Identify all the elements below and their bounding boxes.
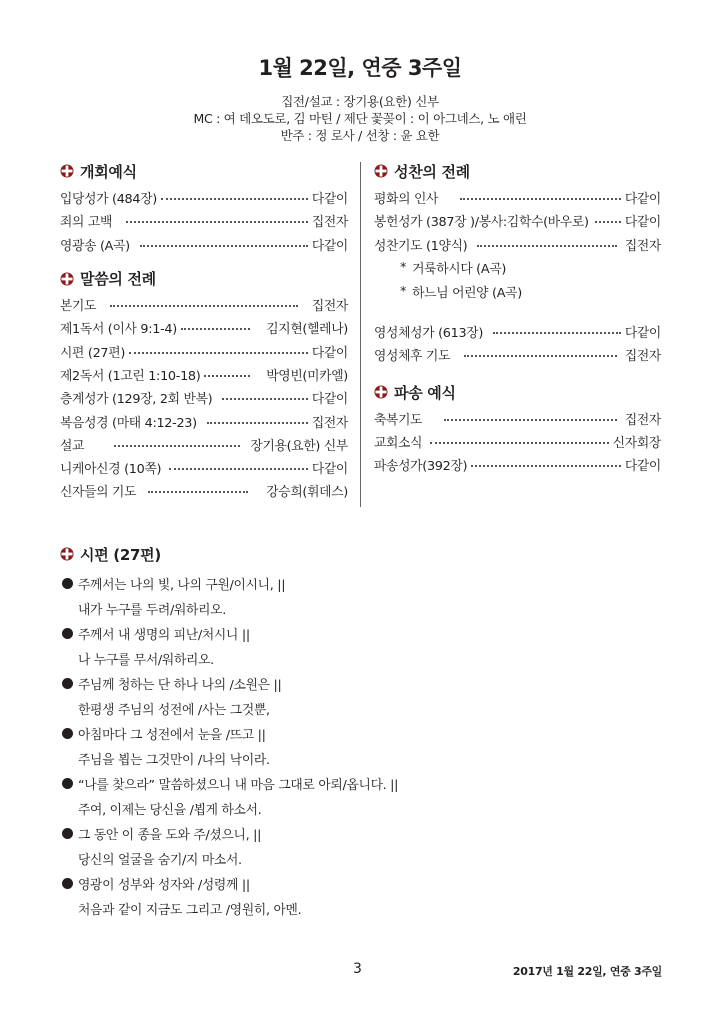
- verse-line: [60, 721, 660, 746]
- order-label: 축복기도: [374, 412, 423, 428]
- sub-item-text: 거룩하시다 (A곡): [412, 262, 507, 278]
- black-circle-bullet-icon: [62, 728, 73, 739]
- order-who: 장기용(요한) 신부: [250, 438, 348, 454]
- order-who: 강승희(휘데스): [266, 485, 348, 501]
- order-row: [60, 293, 348, 316]
- column-divider: [360, 162, 361, 507]
- verse-line: [60, 671, 660, 696]
- section-eucharist: [374, 160, 661, 182]
- order-who: 다같이: [624, 459, 661, 475]
- red-cross-circle-icon: [60, 164, 74, 178]
- order-who: 다같이: [624, 192, 661, 208]
- red-cross-circle-icon: [374, 164, 388, 178]
- order-label: 봉헌성가 (387장 )/봉사:김학수(바우로): [374, 215, 589, 231]
- leader-dots: [161, 198, 308, 200]
- leader-dots: [129, 352, 308, 354]
- leader-dots: [477, 245, 616, 247]
- leader-dots: [444, 419, 617, 421]
- order-label: 교회소식: [374, 435, 423, 451]
- leader-dots: [140, 245, 308, 247]
- verse-text: “나를 찾으라” 말씀하셨으니 내 마음 그대로 아뢰/옵니다. ||: [78, 778, 399, 793]
- order-row: [374, 233, 661, 256]
- black-circle-bullet-icon: [62, 828, 73, 839]
- verse-response: 나 누구를 무서/워하리오.: [78, 653, 214, 668]
- sub-item: [374, 280, 661, 304]
- footer-date: 2017년 1월 22일, 연중 3주일: [512, 965, 662, 978]
- order-who: 다같이: [311, 462, 348, 478]
- order-label: 설교: [60, 438, 85, 454]
- order-label: 니케아신경 (10쪽): [60, 462, 162, 478]
- order-row: [60, 363, 348, 386]
- verse-response: 주여, 이제는 당신을 /뵙게 하소서.: [78, 803, 262, 818]
- section-opening: [60, 160, 348, 182]
- order-who: 집전자: [311, 215, 348, 231]
- leader-dots: [181, 328, 250, 330]
- verse-line: [60, 571, 660, 596]
- section-title: 시편 (27편): [80, 545, 161, 564]
- order-row: [374, 186, 661, 209]
- red-cross-circle-icon: [60, 547, 74, 561]
- leader-dots: [110, 305, 298, 307]
- black-circle-bullet-icon: [62, 778, 73, 789]
- verse-line: [60, 596, 660, 621]
- order-row: [60, 339, 348, 362]
- leader-dots: [114, 445, 240, 447]
- order-label: 영성체후 기도: [374, 349, 451, 365]
- order-label: 파송성가(392장): [374, 459, 468, 475]
- verse-line: [60, 621, 660, 646]
- red-cross-circle-icon: [60, 272, 74, 286]
- credit-line-celebrant: 집전/설교 : 장기용(요한) 신부: [281, 94, 439, 109]
- right-column: [374, 160, 661, 476]
- order-row: [374, 209, 661, 232]
- order-row: [60, 409, 348, 432]
- verse-response: 주님을 뵙는 그것만이 /나의 낙이라.: [78, 753, 270, 768]
- order-label: 죄의 고백: [60, 215, 113, 231]
- order-label: 본기도: [60, 299, 97, 315]
- order-row: [60, 316, 348, 339]
- order-label: 영광송 (A곡): [60, 238, 130, 254]
- verse-line: [60, 696, 660, 721]
- order-label: 제2독서 (1고린 1:10-18): [60, 368, 201, 384]
- order-row: [60, 209, 348, 232]
- left-column: [60, 160, 348, 503]
- order-row: [60, 433, 348, 456]
- verse-text: 주께서는 나의 빛, 나의 구원/이시니, ||: [78, 578, 286, 593]
- leader-dots: [169, 468, 308, 470]
- order-row: [374, 343, 661, 366]
- order-who: 다같이: [311, 392, 348, 408]
- leader-dots: [471, 465, 621, 467]
- order-label: 복음성경 (마태 4:12-23): [60, 415, 197, 431]
- credit-line-ministers: MC : 여 데오도로, 김 마틴 / 제단 꽃꽂이 : 이 아그네스, 노 애린: [193, 111, 527, 126]
- order-who: 다같이: [624, 326, 661, 342]
- credit-line-music: 반주 : 정 로사 / 선창 : 윤 요한: [280, 128, 440, 143]
- order-row: [60, 456, 348, 479]
- order-row: [374, 406, 661, 429]
- verse-text: 영광이 성부와 성자와 /성령께 ||: [78, 878, 250, 893]
- service-credits: [0, 93, 720, 144]
- leader-dots: [204, 375, 250, 377]
- section-title: 개회예식: [80, 162, 137, 181]
- leader-dots: [464, 355, 617, 357]
- verse-response: 처음과 같이 지금도 그리고 /영원히, 아멘.: [78, 903, 302, 918]
- section-title: 말씀의 전례: [80, 270, 156, 289]
- verse-response: 당신의 얼굴을 숨기/지 마소서.: [78, 853, 242, 868]
- order-who: 김지현(헬레나): [266, 322, 348, 338]
- sub-item: [374, 256, 661, 280]
- order-who: 다같이: [624, 215, 661, 231]
- black-circle-bullet-icon: [62, 878, 73, 889]
- verse-text: 주께서 내 생명의 피난/처시니 ||: [78, 628, 250, 643]
- leader-dots: [493, 332, 621, 334]
- order-who: 다같이: [311, 192, 348, 208]
- verse-line: [60, 871, 660, 896]
- order-who: 집전자: [624, 238, 661, 254]
- verse-line: [60, 796, 660, 821]
- red-cross-circle-icon: [374, 385, 388, 399]
- section-psalm: [60, 543, 660, 565]
- order-label: 입당성가 (484장): [60, 192, 157, 208]
- order-label: 영성체성가 (613장): [374, 326, 484, 342]
- black-circle-bullet-icon: [62, 578, 73, 589]
- verse-line: [60, 846, 660, 871]
- order-who: 다같이: [311, 345, 348, 361]
- order-who: 집전자: [624, 349, 661, 365]
- order-label: 시편 (27편): [60, 345, 126, 361]
- verse-text: 아침마다 그 성전에서 눈을 /뜨고 ||: [78, 728, 266, 743]
- leader-dots: [430, 442, 609, 444]
- section-title: 성찬의 전례: [394, 162, 470, 181]
- order-row: [60, 233, 348, 256]
- order-label: 성찬기도 (1양식): [374, 238, 468, 254]
- order-label: 제1독서 (이사 9:1-4): [60, 322, 177, 338]
- order-label: 평화의 인사: [374, 192, 439, 208]
- leader-dots: [222, 398, 307, 400]
- order-row: [60, 386, 348, 409]
- leader-dots: [207, 422, 308, 424]
- section-dismissal: [374, 381, 661, 403]
- order-who: 박영빈(미카엘): [266, 368, 348, 384]
- leader-dots: [595, 221, 621, 223]
- psalm-section: [60, 543, 660, 921]
- black-circle-bullet-icon: [62, 628, 73, 639]
- section-title: 파송 예식: [394, 383, 456, 402]
- section-word: [60, 268, 348, 290]
- verse-line: [60, 746, 660, 771]
- sub-item-text: 하느님 어린양 (A곡): [412, 286, 522, 302]
- order-label: 신자들의 기도: [60, 485, 137, 501]
- order-who: 신자회장: [612, 435, 661, 451]
- verse-line: [60, 771, 660, 796]
- black-circle-bullet-icon: [62, 678, 73, 689]
- verse-response: 내가 누구를 두려/워하리오.: [78, 603, 226, 618]
- verse-text: 그 동안 이 종을 도와 주/셨으니, ||: [78, 828, 262, 843]
- leader-dots: [148, 491, 248, 493]
- order-who: 다같이: [311, 238, 348, 254]
- order-row: [374, 453, 661, 476]
- order-row: [374, 320, 661, 343]
- asterisk-mark: *: [400, 284, 407, 300]
- verse-line: [60, 821, 660, 846]
- order-row: [60, 479, 348, 502]
- leader-dots: [126, 221, 308, 223]
- order-row: [60, 186, 348, 209]
- asterisk-mark: *: [400, 260, 407, 276]
- leader-dots: [460, 198, 621, 200]
- order-who: 집전자: [311, 415, 348, 431]
- verse-line: [60, 646, 660, 671]
- page-number: 3: [353, 961, 362, 977]
- order-who: 집전자: [624, 412, 661, 428]
- verse-text: 주님께 청하는 단 하나 나의 /소원은 ||: [78, 678, 282, 693]
- verse-response: 한평생 주님의 성전에 /사는 그것뿐,: [78, 703, 270, 718]
- order-label: 층계성가 (129장, 2회 반복): [60, 392, 213, 408]
- order-who: 집전자: [311, 299, 348, 315]
- verse-line: [60, 896, 660, 921]
- page-title: 1월 22일, 연중 3주일: [258, 56, 462, 80]
- order-row: [374, 430, 661, 453]
